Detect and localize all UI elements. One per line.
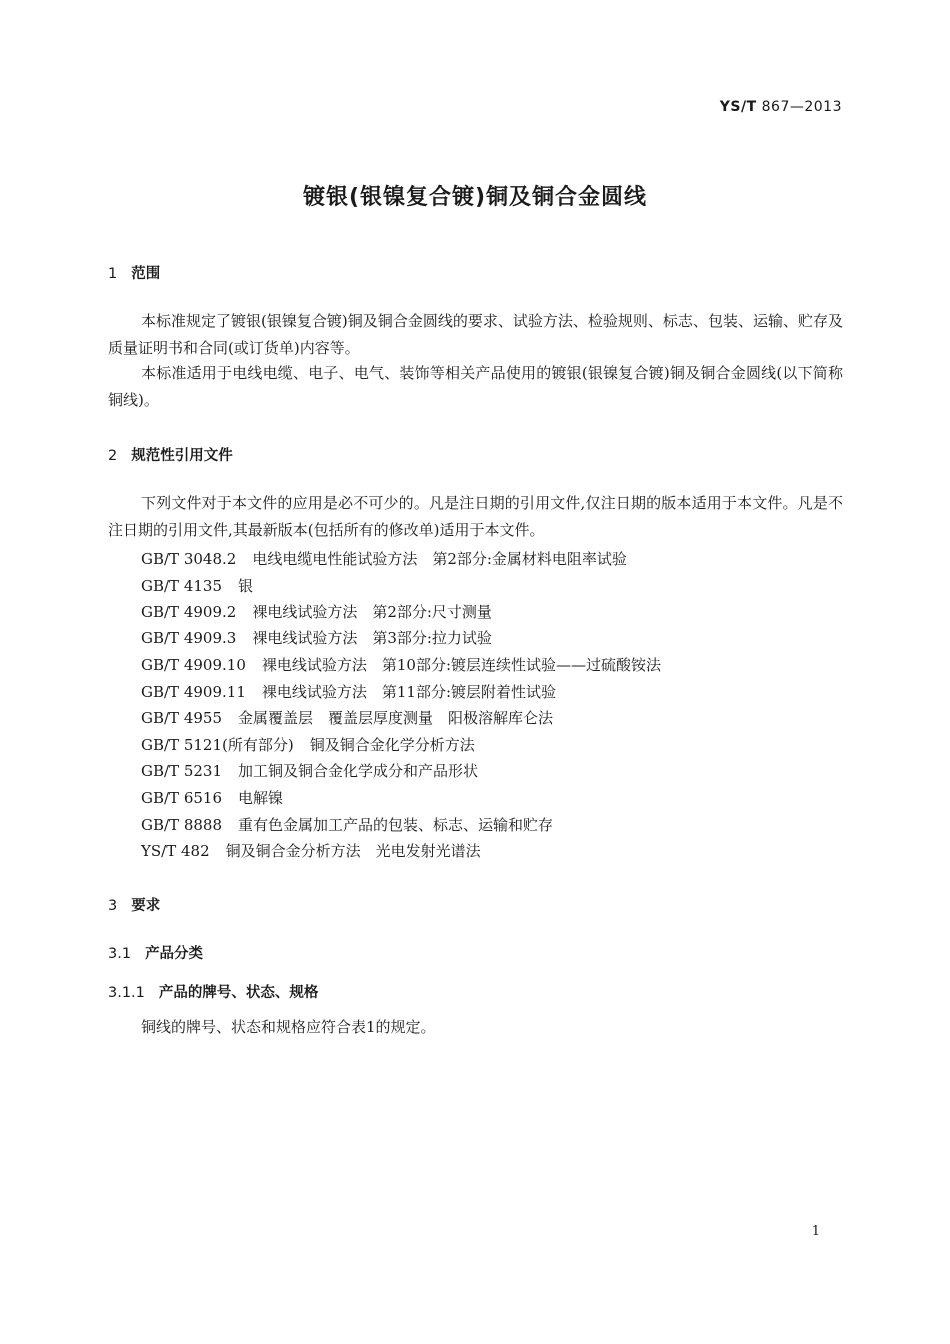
reference-code: GB/T 5121(所有部分) xyxy=(141,736,294,754)
reference-title: 裸电线试验方法 第3部分:拉力试验 xyxy=(252,629,492,647)
reference-item xyxy=(141,654,661,675)
reference-title: 金属覆盖层 覆盖层厚度测量 阳极溶解库仑法 xyxy=(238,709,554,727)
reference-title: 裸电线试验方法 第2部分:尺寸测量 xyxy=(252,603,492,621)
section-title: 规范性引用文件 xyxy=(131,448,233,464)
reference-code: GB/T 4909.3 xyxy=(141,629,237,647)
reference-code: GB/T 8888 xyxy=(141,816,223,834)
reference-item xyxy=(141,548,627,569)
reference-title: 电线电缆电性能试验方法 第2部分:金属材料电阻率试验 xyxy=(252,550,627,568)
reference-item xyxy=(141,787,283,808)
reference-item xyxy=(141,575,253,596)
reference-item xyxy=(141,627,492,648)
document-title: 镀银(银镍复合镀)铜及铜合金圆线 xyxy=(302,185,648,210)
reference-code: GB/T 4909.10 xyxy=(141,656,246,674)
section-1-heading xyxy=(108,262,160,283)
reference-title: 铜及铜合金分析方法 光电发射光谱法 xyxy=(225,842,481,860)
section-number: 2 xyxy=(108,448,118,464)
reference-item xyxy=(141,707,553,728)
section-number: 3.1.1 xyxy=(108,985,145,1001)
section-number: 3 xyxy=(108,898,118,914)
section-2-heading xyxy=(108,444,233,465)
reference-code: GB/T 4135 xyxy=(141,577,223,595)
reference-code: GB/T 6516 xyxy=(141,789,223,807)
reference-title: 裸电线试验方法 第10部分:镀层连续性试验——过硫酸铵法 xyxy=(261,656,662,674)
reference-item xyxy=(141,681,556,702)
standard-code xyxy=(720,99,842,115)
reference-title: 电解镍 xyxy=(238,789,284,807)
reference-title: 重有色金属加工产品的包装、标志、运输和贮存 xyxy=(238,816,554,834)
reference-code: GB/T 4909.11 xyxy=(141,683,246,701)
reference-title: 加工铜及铜合金化学成分和产品形状 xyxy=(238,762,479,780)
scope-paragraph-2: 本标准适用于电线电缆、电子、电气、装饰等相关产品使用的镀银(银镍复合镀)铜及铜合金圆线(以下简称铜线)。 xyxy=(108,364,843,409)
reference-title: 银 xyxy=(238,577,254,595)
subsection-3-1-heading xyxy=(108,942,203,963)
reference-item xyxy=(141,814,553,835)
scope-paragraph-1: 本标准规定了镀银(银镍复合镀)铜及铜合金圆线的要求、试验方法、检验规则、标志、包装、运输、贮存及质量证明书和合同(或订货单)内容等。 xyxy=(108,312,843,357)
reference-code: GB/T 5231 xyxy=(141,762,223,780)
reference-code: GB/T 3048.2 xyxy=(141,550,237,568)
reference-item xyxy=(141,840,481,861)
section-title: 产品分类 xyxy=(145,946,204,962)
section-number: 3.1 xyxy=(108,946,132,962)
page-number: 1 xyxy=(811,1224,820,1239)
reference-title: 铜及铜合金化学分析方法 xyxy=(309,736,475,754)
section-title: 要求 xyxy=(131,898,161,914)
requirements-paragraph: 铜线的牌号、状态和规格应符合表1的规定。 xyxy=(141,1018,436,1036)
reference-code: GB/T 4955 xyxy=(141,709,223,727)
section-3-heading xyxy=(108,894,160,915)
references-intro: 下列文件对于本文件的应用是必不可少的。凡是注日期的引用文件,仅注日期的版本适用于本文件。凡是不注日期的引用文件,其最新版本(包括所有的修改单)适用于本文件。 xyxy=(108,494,843,539)
reference-code: YS/T 482 xyxy=(141,842,210,860)
standard-number: 867—2013 xyxy=(761,99,842,115)
reference-item xyxy=(141,760,478,781)
reference-code: GB/T 4909.2 xyxy=(141,603,237,621)
reference-item xyxy=(141,601,492,622)
subsection-3-1-1-heading xyxy=(108,981,318,1002)
section-title: 范围 xyxy=(131,266,161,282)
standard-prefix: YS/T xyxy=(719,99,757,115)
reference-item xyxy=(141,734,475,755)
section-title: 产品的牌号、状态、规格 xyxy=(158,985,319,1001)
section-number: 1 xyxy=(108,266,118,282)
reference-title: 裸电线试验方法 第11部分:镀层附着性试验 xyxy=(261,683,557,701)
